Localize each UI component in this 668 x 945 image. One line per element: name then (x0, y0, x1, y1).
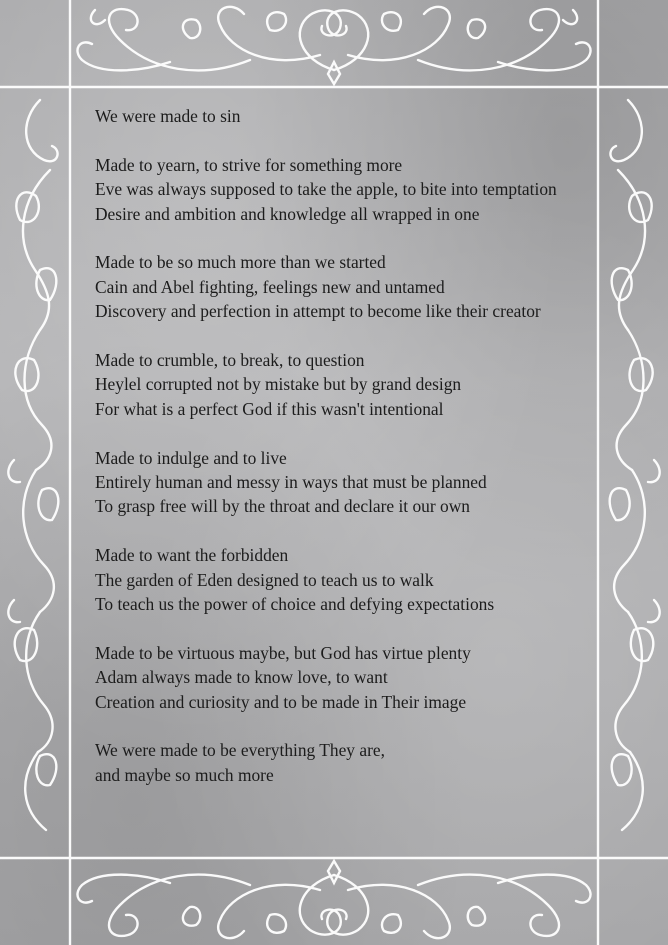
poem-stanza (95, 153, 585, 226)
poem-line: Discovery and perfection in attempt to become like their creator (95, 301, 541, 322)
poem-stanza (95, 543, 585, 616)
poem-line: Heylel corrupted not by mistake but by grand design (95, 374, 462, 395)
poem-stanza (95, 446, 585, 519)
poem-line: Made to want the forbidden (95, 545, 289, 566)
poem-line: Adam always made to know love, to want (95, 667, 388, 688)
poem-stanza (95, 348, 585, 421)
poem-line: Made to indulge and to live (95, 447, 287, 468)
poem-stanza (95, 738, 585, 787)
poem-line: We were made to be everything They are, (95, 740, 385, 761)
poem-line: The garden of Eden designed to teach us to walk (95, 569, 434, 590)
poem-line: Made to yearn, to strive for something more (95, 154, 403, 175)
poem-line: Creation and curiosity and to be made in Their image (95, 691, 467, 712)
left-vine-ornament (8, 100, 58, 830)
poem-line: We were made to sin (95, 106, 241, 126)
poem-line: Made to be so much more than we started (95, 252, 386, 273)
poem-stanza (95, 641, 585, 714)
poem-line: Made to be virtuous maybe, but God has virtue plenty (95, 642, 471, 663)
poem-line: Desire and ambition and knowledge all wrapped in one (95, 203, 480, 224)
poem-line: Cain and Abel fighting, feelings new and untamed (95, 276, 445, 297)
bottom-scroll-ornament (77, 861, 590, 938)
poem-text (95, 104, 585, 812)
poem-line: and maybe so much more (95, 764, 274, 785)
poem-line: Made to crumble, to break, to question (95, 350, 365, 371)
poem-line: Eve was always supposed to take the apple, to bite into temptation (95, 179, 557, 200)
poem-stanza (95, 250, 585, 323)
top-scroll-ornament (77, 7, 590, 84)
right-vine-ornament (610, 100, 660, 830)
poem-line: To teach us the power of choice and defying expectations (95, 594, 495, 615)
poem-stanza (95, 104, 585, 128)
poem-line: To grasp free will by the throat and declare it our own (95, 496, 470, 517)
poem-line: For what is a perfect God if this wasn't intentional (95, 398, 444, 419)
poem-line: Entirely human and messy in ways that must be planned (95, 472, 487, 493)
